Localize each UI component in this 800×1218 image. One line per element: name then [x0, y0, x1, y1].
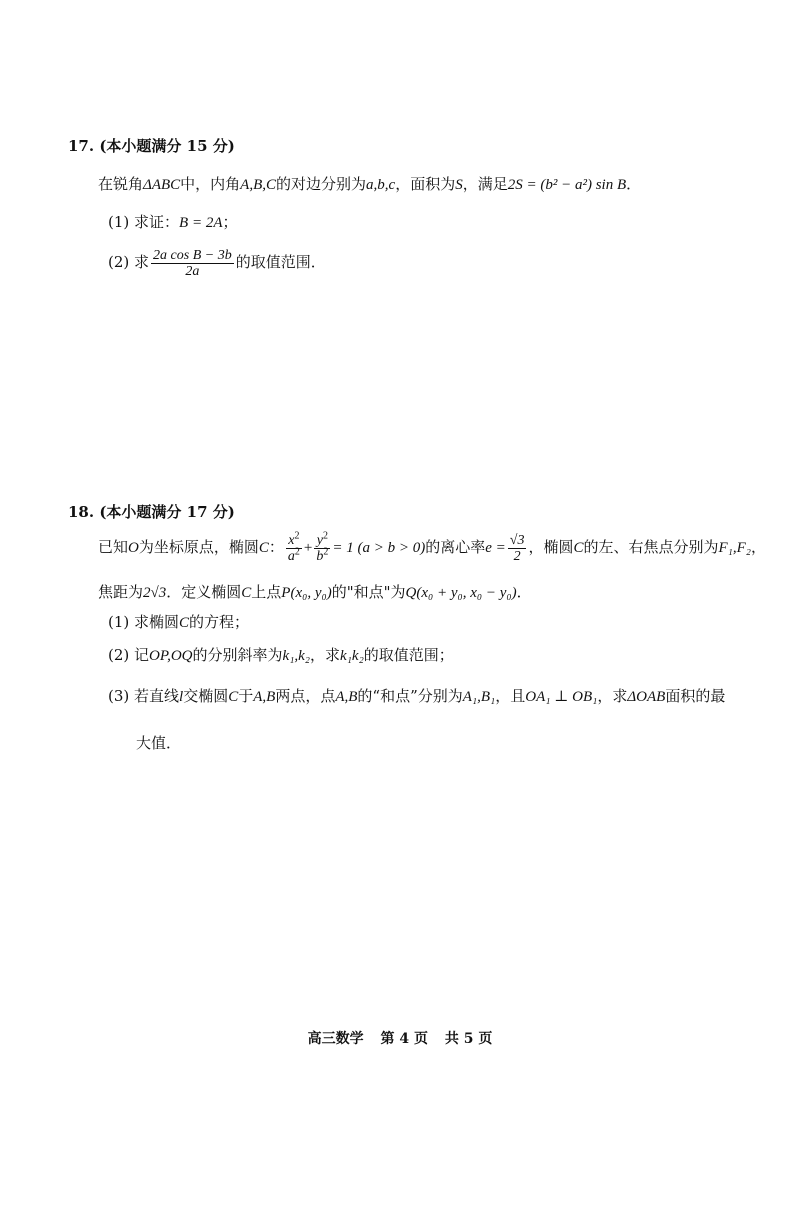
q18-l1-text-f: 的左、右焦点分别为	[583, 538, 719, 556]
q17-stem	[98, 174, 641, 195]
q17-stem-text-2: 中，内角	[180, 175, 241, 193]
q18-ecc-denominator: 2	[513, 548, 521, 564]
q18-part2-slopes: k₁,k₂	[282, 648, 311, 664]
q18-plus: +	[303, 540, 313, 556]
q17-part1-math: B = 2A	[179, 215, 223, 231]
q18-focal-length: 2√3	[143, 585, 167, 601]
q18-point-q: Q(x₀ + y₀, x₀ − y₀)	[405, 585, 517, 601]
q18-p3-text-c: 于	[238, 687, 254, 705]
q17-part1-label: (1) 求证：	[108, 213, 180, 231]
q18-part2-end: 的取值范围；	[363, 646, 454, 664]
q18-l2-text-b: ．定义椭圆	[166, 583, 242, 601]
q17-part2-numerator: 2a cos B − 3b	[153, 247, 232, 263]
q18-part3-continuation: 大值．	[136, 734, 182, 752]
q18-x-fraction: $\frac{x^2}{a^2}$	[287, 529, 300, 564]
q18-p3-text-d: 两点，点	[275, 687, 336, 705]
q18-header: 18. (本小题满分 17 分)	[68, 503, 235, 521]
q17-stem-text-3: 的对边分别为	[276, 175, 367, 193]
q18-p3-text-g: ，求	[597, 687, 628, 705]
q18-l1-colon: ：	[268, 538, 284, 556]
footer-subject: 高三数学	[307, 1031, 364, 1047]
q17-part1-end: ；	[222, 213, 238, 231]
q18-line1	[98, 530, 766, 565]
footer-total-pages: 共 5 页	[444, 1031, 493, 1047]
q18-p3-text-b: 交椭圆	[183, 687, 229, 705]
q17-stem-end: ．	[626, 175, 642, 193]
q17-sides: a,b,c	[366, 177, 396, 193]
q18-l1-text-b: 为坐标原点，椭圆	[138, 538, 259, 556]
q18-ellipse-name: C	[258, 540, 269, 556]
q18-l1-text-a: 已知	[98, 538, 129, 556]
q18-part2-mid: 的分别斜率为	[192, 646, 283, 664]
q18-p3-perpendicular: OA₁ ⊥ OB₁	[525, 689, 598, 705]
q18-part1-label: (1) 求椭圆	[108, 613, 180, 631]
q18-y-fraction: $\frac{y^2}{b^2}$	[316, 529, 329, 564]
q18-p3-text-a: (3) 若直线	[108, 687, 180, 705]
q17-part1	[108, 212, 238, 233]
q18-p3-sum-points: A₁,B₁	[462, 689, 496, 705]
q18-p3-line: l	[179, 689, 184, 705]
q17-header: 17. (本小题满分 15 分)	[68, 137, 235, 155]
q18-l1-text-c: 的离心率	[425, 538, 486, 556]
q18-eccentricity-label: e =	[485, 540, 506, 556]
q18-p3-triangle: ΔOAB	[627, 689, 666, 705]
q18-part2	[108, 645, 454, 666]
q17-angles: A,B,C	[240, 177, 277, 193]
q18-origin: O	[128, 540, 139, 556]
q18-p3-ellipse: C	[228, 689, 239, 705]
q18-part2-lines: OP,OQ	[149, 648, 193, 664]
q18-p3-points-2: A,B	[335, 689, 358, 705]
q18-part2-label: (2) 记	[108, 646, 150, 664]
q18-l2-text-d: 的"和点"为	[331, 583, 406, 601]
q17-part2-denominator: 2a	[185, 263, 200, 279]
q17-stem-text-4: ，面积为	[395, 175, 456, 193]
q18-point-p: P(x₀, y₀)	[281, 585, 332, 601]
q18-ecc-numerator: √3	[509, 532, 525, 548]
q17-area-symbol: S	[455, 177, 463, 193]
page-footer	[0, 1028, 800, 1048]
q18-l2-end: ．	[516, 583, 532, 601]
q18-part2-mid2: ，求	[310, 646, 341, 664]
q18-part2-product: k₁k₂	[340, 648, 364, 664]
q17-part2-fraction	[151, 248, 234, 279]
q18-l2-text-c: 上点	[251, 583, 282, 601]
q18-l2-text-a: 焦距为	[98, 583, 144, 601]
q18-part1-c: C	[179, 615, 190, 631]
q18-foci: F₁,F₂	[718, 540, 752, 556]
q18-eccentricity-fraction	[508, 533, 527, 564]
q17-condition: 2S = (b² − a²) sin B	[507, 177, 627, 193]
q18-part3	[108, 686, 725, 707]
q18-ellipse-name-2: C	[573, 540, 584, 556]
q17-stem-text-1: 在锐角	[98, 175, 144, 193]
q18-p3-text-e: 的“和点”分别为	[357, 687, 463, 705]
q18-p3-text-f: ，且	[495, 687, 526, 705]
q17-stem-text-5: ，满足	[462, 175, 508, 193]
q18-p3-text-h: 面积的最	[665, 687, 726, 705]
q18-l1-text-d: ，椭圆	[528, 538, 574, 556]
q18-p3-points: A,B	[253, 689, 276, 705]
q17-part2	[108, 246, 326, 279]
q18-l1-end: ，	[751, 538, 767, 556]
q18-ellipse-name-3: C	[241, 585, 252, 601]
q18-ellipse-equation: = 1 (a > b > 0)	[332, 540, 426, 556]
q18-part1-end: 的方程；	[189, 613, 250, 631]
q18-part1	[108, 612, 249, 633]
q17-part2-end: 的取值范围．	[235, 253, 326, 271]
q17-triangle: ΔABC	[143, 177, 181, 193]
q18-line2	[98, 582, 532, 603]
footer-page-number: 第 4 页	[380, 1031, 428, 1047]
q17-part2-label: (2) 求	[108, 253, 150, 271]
